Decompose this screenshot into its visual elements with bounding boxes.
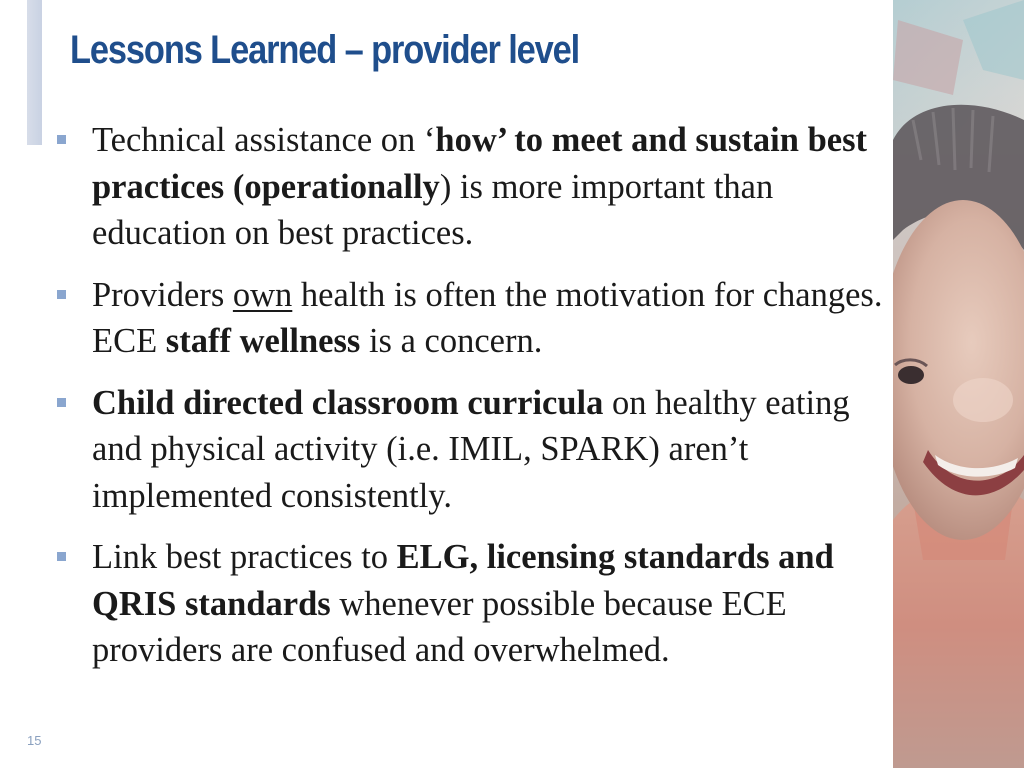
bullet-item xyxy=(54,534,894,674)
bullet-item xyxy=(54,117,894,257)
text-run: Technical assistance on ‘ xyxy=(92,121,436,159)
text-run xyxy=(224,168,233,206)
text-run-bold: ELG, licensing standards and QRIS standards xyxy=(92,538,834,623)
bullet-text xyxy=(92,538,834,669)
text-run-bold: staff wellness xyxy=(165,322,361,360)
square-bullet-icon xyxy=(57,552,66,561)
text-run: Providers xyxy=(92,275,233,314)
text-run: is a concern. xyxy=(360,322,543,360)
text-run-bold: how’ to meet and sustain best practices xyxy=(92,121,867,206)
slide-title: Lessons Learned – provider level xyxy=(70,28,580,72)
text-run-underline: own xyxy=(232,275,293,314)
bullet-text xyxy=(92,384,850,515)
bullet-item xyxy=(54,272,894,365)
square-bullet-icon xyxy=(57,290,66,299)
bullet-list xyxy=(54,117,894,674)
square-bullet-icon xyxy=(57,135,66,144)
text-run-bold: (operationally xyxy=(232,167,440,206)
bullet-text xyxy=(92,276,882,361)
accent-bar xyxy=(27,0,42,145)
square-bullet-icon xyxy=(57,398,66,407)
text-run-bold: Child directed classroom curricula xyxy=(92,383,604,422)
bullet-text xyxy=(92,121,867,252)
text-run: on healthy eating and physical activity (i.e. IMIL, SPARK) aren’t implemented consistently. xyxy=(92,383,850,515)
text-run: whenever possible because ECE providers are confused and overwhelmed. xyxy=(92,584,787,669)
slide-number: 15 xyxy=(27,733,42,748)
text-run: health is often the motivation for changes. ECE xyxy=(92,275,883,360)
text-run: ) is more important than education on best practices. xyxy=(92,167,774,252)
text-run: Link best practices to xyxy=(92,538,397,576)
bullet-item xyxy=(54,380,894,520)
child-photo xyxy=(893,0,1024,768)
